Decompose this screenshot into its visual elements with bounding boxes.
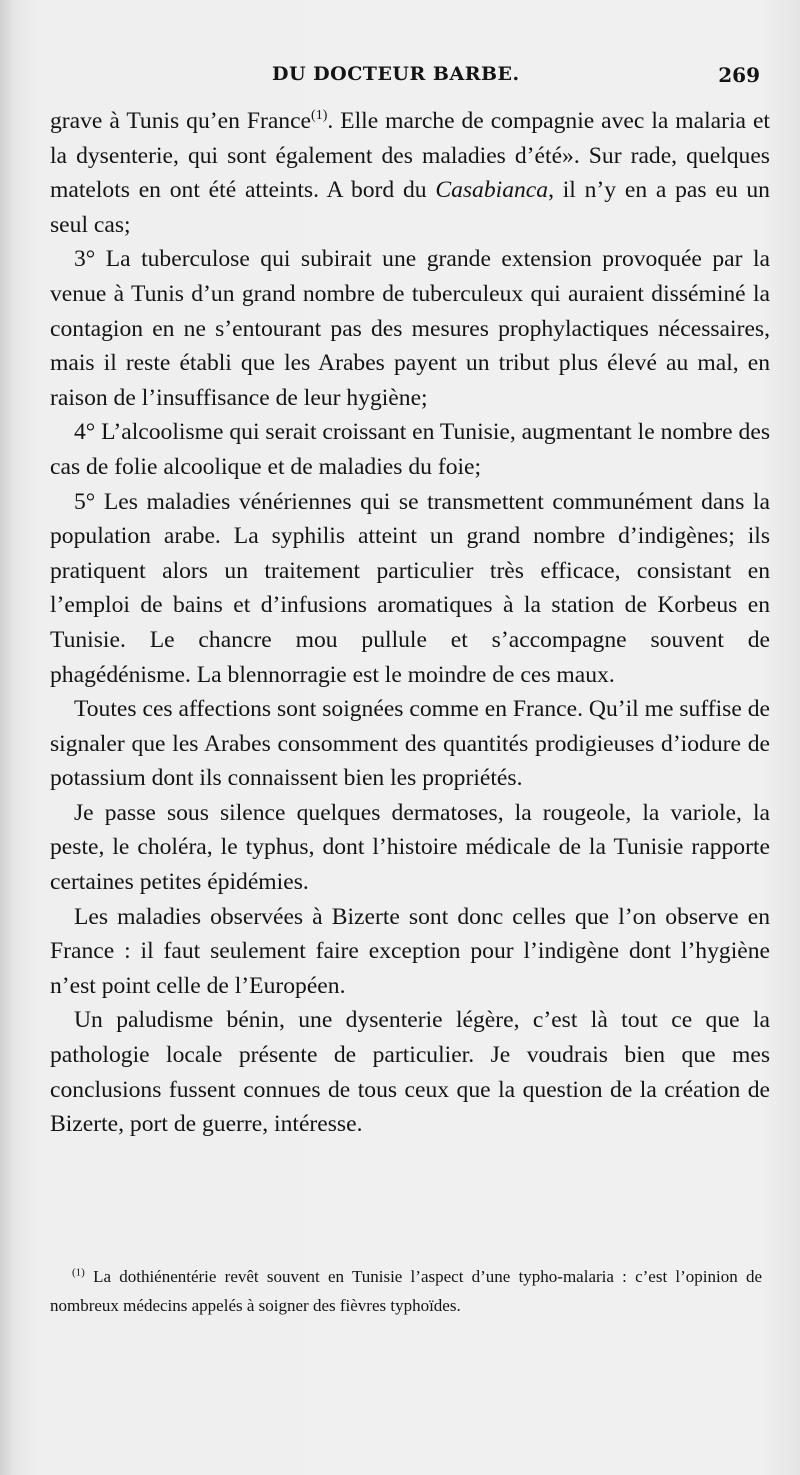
paragraph-bizerte: Les maladies observées à Bizerte sont donc celles que l’on observe en France : il faut seulement faire exception pour l’indigène dont l’hygiène n’est point celle de l’Européen. (50, 903, 770, 999)
ship-name: Casabianca (435, 177, 549, 204)
footnote (50, 1262, 762, 1320)
paragraph-conclusion: Un paludisme bénin, une dysenterie légère, c’est là tout ce que la pathologie locale présente de particulier. Je voudrais bien que mes conclusions fussent connues de tous ceux que la question de la création de Bizerte, port de guerre, intéresse. (50, 1007, 770, 1138)
paragraph-text: . Elle marche de compagnie avec la malaria et la dysenterie, qui sont également des maladies d’été». Sur rade, quelques matelots en ont été atteints. A bord du (50, 108, 770, 204)
footnote-text: La dothiénentérie revêt souvent en Tunisie l’aspect d’une typho-malaria : c’est l’opinion de nombreux médecins appelés à soigner des fièvres typhoïdes. (50, 1267, 763, 1315)
paragraph-dermatoses: Je passe sous silence quelques dermatoses, la rougeole, la variole, la peste, le choléra, le typhus, dont l’histoire médicale de la Tunisie rapporte certaines petites épidémies. (50, 799, 770, 896)
footnote-reference: (1) (311, 108, 328, 124)
paragraph-alcoolisme: 4° L’alcoolisme qui serait croissant en Tunisie, augmentant le nombre des cas de folie alcoolique et de maladies du foie; (50, 419, 770, 480)
paragraph-tuberculose: 3° La tuberculose qui subirait une grande extension provoquée par la venue à Tunis d’un grand nombre de tuberculeux qui auraient disséminé la contagion en ne s’entourant pas des mesures prophylactiques nécessaires, mais il reste établi que les Arabes payent un tribut plus élevé au mal, en raison de l’insuffisance de leur hygiène; (50, 246, 770, 411)
page-header (50, 63, 760, 93)
running-title: DU DOCTEUR BARBE. (272, 63, 520, 85)
page-number: 269 (718, 63, 760, 87)
footnotes (50, 1262, 762, 1320)
paragraph-maladies-veneriennes: 5° Les maladies vénériennes qui se transmettent communément dans la population arabe. La syphilis atteint un grand nombre d’indigènes; ils pratiquent alors un traitement particulier très efficace, consistant en l’emploi de bains et d’infusions aromatiques à la station de Korbeus en Tunisie. Le chancre mou pullule et s’accompagne souvent de phagédénisme. La blennorragie est le moindre de ces maux. (50, 488, 770, 688)
body-text (50, 104, 770, 1142)
paragraph-continuation (50, 104, 770, 242)
paragraph-text: grave à Tunis qu’en France (50, 108, 312, 134)
paragraph-affections: Toutes ces affections sont soignées comme en France. Qu’il me suffise de signaler que les Arabes consomment des quantités prodigieuses d’iodure de potassium dont ils connaissent bien les propriétés. (50, 696, 770, 792)
footnote-mark: (1) (72, 1266, 85, 1279)
paragraph-text: , il n’y en a pas eu un seul cas; (50, 177, 770, 238)
